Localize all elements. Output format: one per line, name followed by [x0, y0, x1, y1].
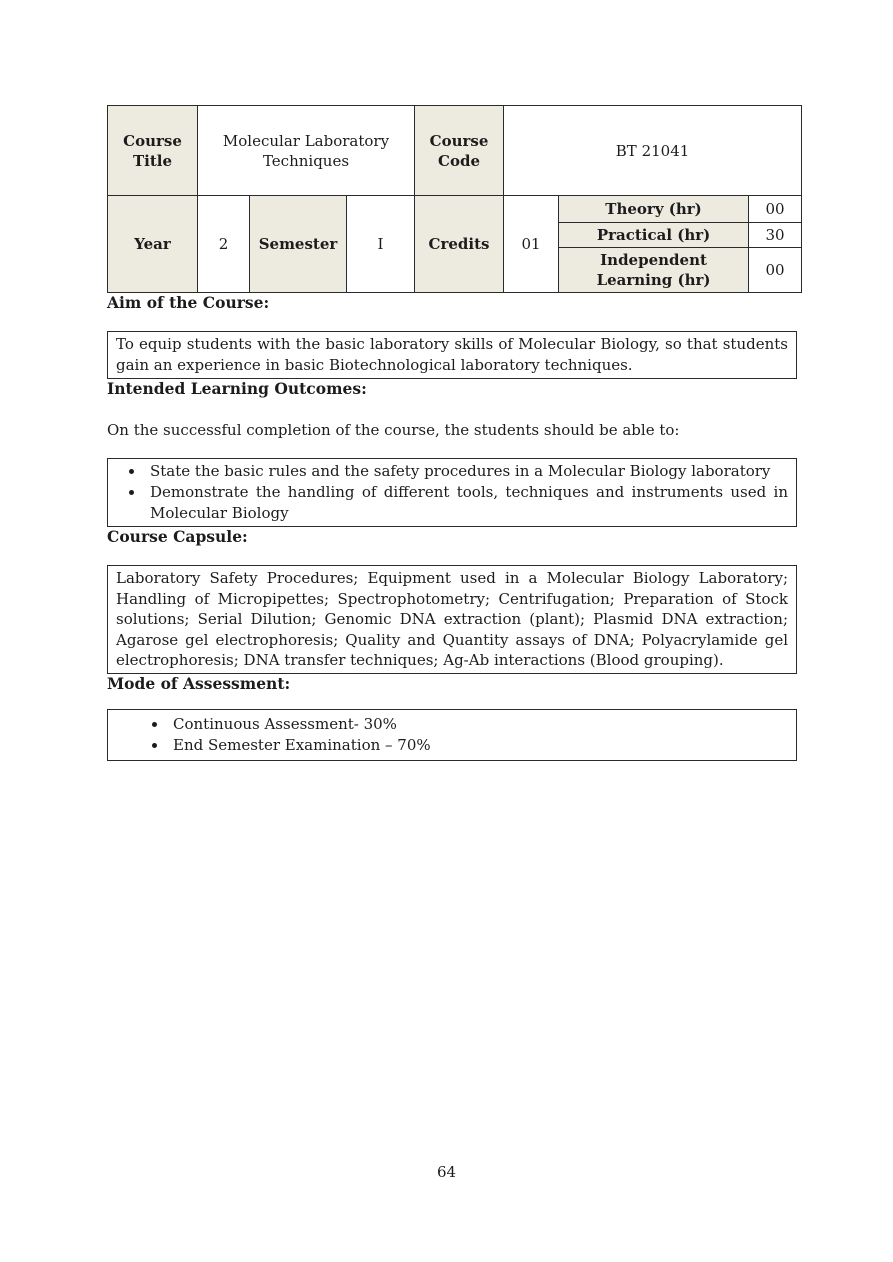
year-label: Year — [108, 196, 198, 293]
table-row — [108, 106, 802, 196]
ilo-box — [107, 458, 797, 527]
independent-learning-hours-value: 00 — [749, 248, 802, 293]
list-item: • Continuous Assessment- 30% — [168, 714, 788, 735]
practical-hours-value: 30 — [749, 223, 802, 248]
mode-of-assessment-box — [107, 709, 797, 761]
table-row — [108, 196, 802, 223]
course-title-value: Molecular Laboratory Techniques — [198, 106, 415, 196]
aim-box — [107, 331, 797, 379]
course-info-table — [107, 105, 802, 293]
list-item: • Demonstrate the handling of different tools, techniques and instruments used in Molecular Biology — [145, 482, 788, 524]
course-code-label: Course Code — [415, 106, 504, 196]
year-value: 2 — [198, 196, 250, 293]
aim-text: To equip students with the basic laboratory skills of Molecular Biology, so that students gain an experience in basic Biotechnological laboratory techniques. — [116, 335, 788, 374]
independent-learning-hours-label — [559, 248, 749, 293]
course-capsule-box — [107, 565, 797, 674]
course-title-label: Course Title — [108, 106, 198, 196]
list-item: • End Semester Examination – 70% — [168, 735, 788, 756]
credits-label: Credits — [415, 196, 504, 293]
intended-learning-outcomes-heading: Intended Learning Outcomes: — [107, 379, 367, 398]
course-code-value: BT 21041 — [504, 106, 802, 196]
course-capsule-text: Laboratory Safety Procedures; Equipment used in a Molecular Biology Laboratory; Handling of Micropipettes; Spectrophotometry; Centrifugation; Preparation of Stock solutions; Serial Dilution; Genomic DNA extraction (plant); Plasmid DNA extraction; Agarose gel electrophoresis; Quality and Quantity assays of DNA; Polyacrylamide gel electrophoresis; DNA transfer techniques; Ag-Ab interactions (Blood grouping). — [116, 569, 788, 669]
theory-hours-value: 00 — [749, 196, 802, 223]
theory-hours-label: Theory (hr) — [559, 196, 749, 223]
page-content — [107, 0, 797, 761]
credits-value: 01 — [504, 196, 559, 293]
semester-label: Semester — [250, 196, 347, 293]
mode-of-assessment-heading: Mode of Assessment: — [107, 673, 291, 693]
assessment-bullet-list — [116, 714, 788, 756]
course-capsule-heading: Course Capsule: — [107, 527, 248, 546]
aim-heading: Aim of the Course: — [107, 293, 270, 312]
practical-hours-label: Practical (hr) — [559, 223, 749, 248]
list-item: • State the basic rules and the safety procedures in a Molecular Biology laboratory — [145, 461, 788, 482]
ilo-bullet-list — [116, 461, 788, 524]
ilo-intro-text: On the successful completion of the course, the students should be able to: — [107, 421, 680, 439]
page-number: 64 — [436, 1163, 457, 1181]
independent-learning-hours-label-text: Independent Learning (hr) — [596, 251, 711, 289]
semester-value: I — [347, 196, 415, 293]
